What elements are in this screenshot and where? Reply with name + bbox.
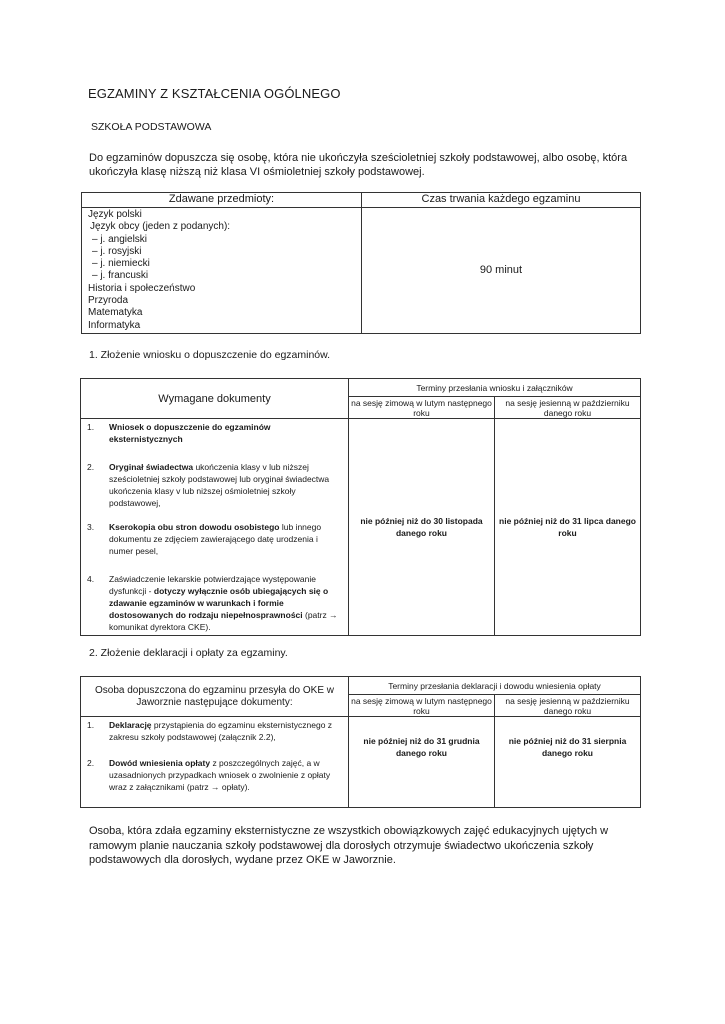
terms-header: Terminy przesłania deklaracji i dowodu wniesienia opłaty <box>349 677 641 695</box>
list-item <box>87 719 344 757</box>
subject-item: – j. francuski <box>92 270 149 282</box>
item-number: 2. <box>87 758 95 768</box>
item-bold-text: Deklarację <box>109 720 152 730</box>
item-text: z poszczególnych zajęć, a w uzasadnionych przypadkach wniosek o zwolnienie z opłaty wraz z załącznikami (patrz → opłaty). <box>109 758 331 792</box>
exam-duration: 90 minut <box>362 208 641 334</box>
intro-paragraph: Do egzaminów dopuszcza się osobę, która nie ukończyła sześcioletniej szkoły podstawowej, albo osobę, która ukończyła klasę niższą niż klasa VI ośmioletniej szkoły podstawowej. <box>89 152 628 178</box>
item-text: (patrz → komunikat dyrektora CKE). <box>109 610 338 632</box>
item-number: 1. <box>87 720 95 730</box>
item-number: 4. <box>87 574 95 584</box>
item-text: ukończenia klasy v lub niższej sześcioletniej szkoły podstawowej lub oryginał świadectwa ukończenia klasy v lub niższej ośmioletniej szkoły podstawowej, <box>109 462 330 508</box>
subject-item: – j. niemiecki <box>92 258 150 270</box>
autumn-deadline: nie później niż do 31 lipca danego roku <box>495 419 641 636</box>
terms-header: Terminy przesłania wniosku i załączników <box>349 379 641 397</box>
autumn-session-header: na sesję jesienną w październiku danego roku <box>495 397 641 419</box>
list-item <box>87 521 344 573</box>
item-bold-text: Kserokopia obu stron dowodu osobistego <box>109 522 280 532</box>
documents-list <box>81 419 349 636</box>
subjects-header: Zdawane przedmioty: <box>82 193 362 208</box>
list-item <box>87 573 344 633</box>
item-bold-text: Oryginał świadectwa <box>109 462 194 472</box>
winter-session-header: na sesję zimową w lutym następnego roku <box>349 397 495 419</box>
subject-item: – j. rosyjski <box>92 245 142 257</box>
section2-heading: 2. Złożenie deklaracji i opłaty za egzaminy. <box>89 647 288 659</box>
item-number: 1. <box>87 422 95 432</box>
declaration-documents-header: Osoba dopuszczona do egzaminu przesyła do OKE w Jaworznie następujące dokumenty: <box>81 677 349 717</box>
declaration-documents-list <box>81 717 349 808</box>
subject-item: Matematyka <box>88 307 143 319</box>
item-text: przystąpienia do egzaminu eksternistycznego z zakresu szkoły podstawowej (załącznik 2.2), <box>109 720 333 742</box>
section-subtitle: SZKOŁA PODSTAWOWA <box>91 121 212 133</box>
autumn-session-header: na sesję jesienną w październiku danego roku <box>495 695 641 717</box>
item-text: Zaświadczenie lekarskie potwierdzające występowanie dysfunkcji - <box>109 574 316 596</box>
item-number: 2. <box>87 462 95 472</box>
item-bold-text: Dowód wniesienia opłaty <box>109 758 211 768</box>
required-documents-table <box>80 378 641 636</box>
subjects-table <box>81 192 641 334</box>
list-item <box>87 421 344 461</box>
page-title: EGZAMINY Z KSZTAŁCENIA OGÓLNEGO <box>88 86 341 101</box>
subject-item: Przyroda <box>88 295 129 307</box>
subjects-list <box>82 208 362 334</box>
subject-item: Język obcy (jeden z podanych): <box>90 221 231 233</box>
list-item <box>87 757 344 793</box>
item-bold-text: Wniosek o dopuszczenie do egzaminów eksternistycznych <box>109 422 271 444</box>
item-bold-text: dotyczy wyłącznie osób ubiegających się o zdawanie egzaminów w warunkach i formie dostosowanych do rodzaju niepełnosprawności <box>109 586 329 620</box>
section1-heading: 1. Złożenie wniosku o dopuszczenie do egzaminów. <box>89 349 331 361</box>
footer-paragraph: Osoba, która zdała egzaminy eksternistyczne ze wszystkich obowiązkowych zajęć edukacyjnych ujętych w ramowym planie nauczania szkoły podstawowej dla dorosłych otrzymuje świadectwo ukończenia szkoły podstawowych dla dorosłych, wydane przez OKE w Jaworznie. <box>89 825 609 866</box>
subject-item: Informatyka <box>88 319 141 331</box>
item-text: lub innego dokumentu ze zdjęciem zawierającego datę urodzenia i numer pesel, <box>109 522 322 556</box>
required-documents-header: Wymagane dokumenty <box>81 379 349 419</box>
subject-item: Historia i społeczeństwo <box>88 282 196 294</box>
subject-item: – j. angielski <box>92 233 148 245</box>
item-number: 3. <box>87 522 95 532</box>
list-item <box>87 461 344 521</box>
duration-header: Czas trwania każdego egzaminu <box>362 193 641 208</box>
winter-deadline: nie później niż do 30 listopada danego roku <box>349 419 495 636</box>
winter-deadline: nie później niż do 31 grudnia danego roku <box>349 717 495 808</box>
declaration-table <box>80 676 641 808</box>
winter-session-header: na sesję zimową w lutym następnego roku <box>349 695 495 717</box>
subject-item: Język polski <box>88 209 142 220</box>
autumn-deadline: nie później niż do 31 sierpnia danego roku <box>495 717 641 808</box>
